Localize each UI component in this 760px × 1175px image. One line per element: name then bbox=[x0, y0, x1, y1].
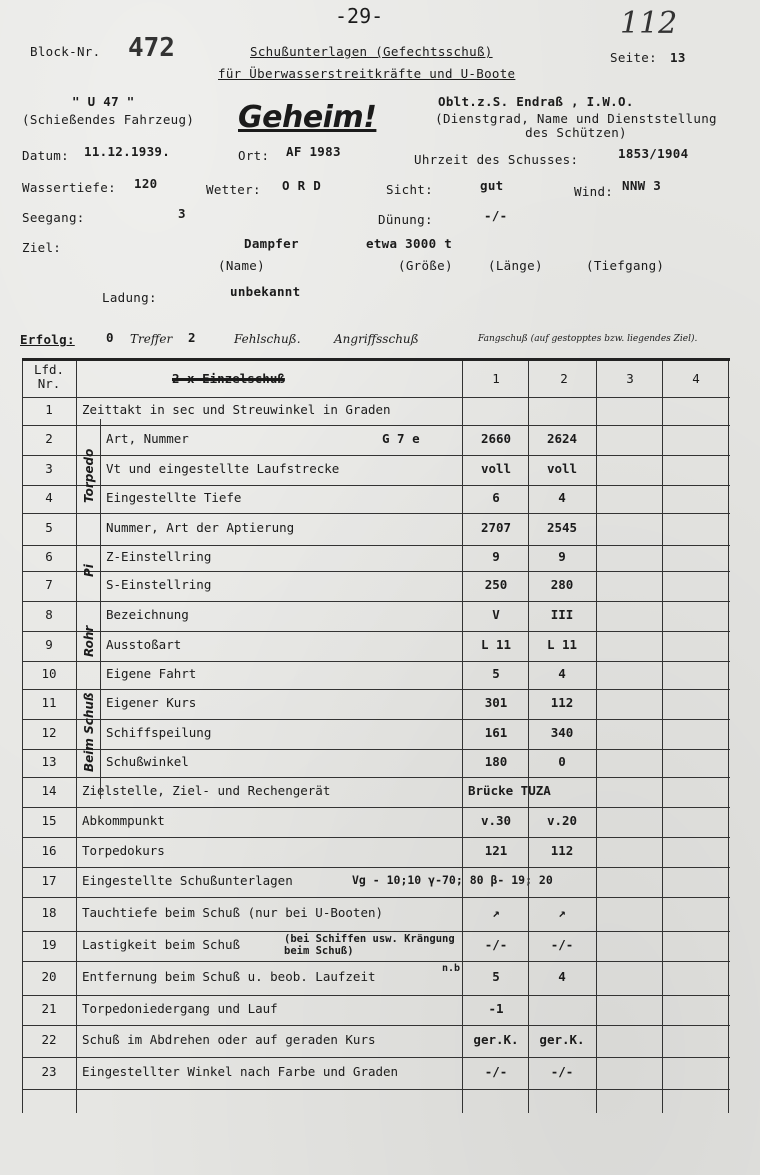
table-row bbox=[22, 995, 730, 1026]
value-col-2: 4 bbox=[558, 969, 566, 984]
table-row bbox=[22, 545, 730, 572]
ziel-laenge-caption: (Länge) bbox=[488, 258, 543, 273]
row-label: Ausstoßart bbox=[106, 637, 182, 652]
value-col-2: voll bbox=[546, 461, 578, 476]
table-row bbox=[22, 571, 730, 602]
ziel-name-caption: (Name) bbox=[218, 258, 265, 273]
uhrzeit-value: 1853/1904 bbox=[618, 146, 689, 161]
row-label: Schußwinkel bbox=[106, 754, 189, 769]
ladung-label: Ladung: bbox=[102, 290, 157, 305]
block-nr-label: Block-Nr. bbox=[30, 44, 101, 59]
value-col-2: 112 bbox=[550, 695, 574, 710]
duenung-label: Dünung: bbox=[378, 212, 433, 227]
row-number: 6 bbox=[45, 549, 53, 564]
row-label: S-Einstellring bbox=[106, 577, 212, 592]
ziel-groesse-value: etwa 3000 t bbox=[366, 236, 453, 251]
angriffsschuss-label: Angriffsschuß bbox=[334, 332, 419, 346]
wassertiefe-label: Wassertiefe: bbox=[22, 180, 116, 195]
form-title: Schußunterlagen (Gefechtsschuß) bbox=[250, 44, 493, 59]
grid-line bbox=[662, 361, 663, 1113]
row-number: 7 bbox=[45, 577, 53, 592]
shot-data-table bbox=[22, 358, 730, 1113]
seite-value: 13 bbox=[670, 50, 686, 65]
value-col-2: ↗ bbox=[558, 905, 566, 920]
table-row bbox=[22, 1057, 730, 1090]
row-number: 3 bbox=[45, 461, 53, 476]
row-label: Art, Nummer bbox=[106, 431, 189, 446]
value-col-2: -/- bbox=[550, 937, 574, 952]
value-col-2: 0 bbox=[558, 754, 566, 769]
ziel-tiefgang-caption: (Tiefgang) bbox=[586, 258, 665, 273]
table-row bbox=[22, 837, 730, 868]
row-number: 14 bbox=[41, 783, 57, 798]
row-label: Schuß im Abdrehen oder auf geraden Kurs bbox=[82, 1032, 376, 1047]
row-label: Nummer, Art der Aptierung bbox=[106, 520, 295, 535]
row-label: Bezeichnung bbox=[106, 607, 189, 622]
table-row bbox=[22, 513, 730, 546]
seegang-label: Seegang: bbox=[22, 210, 85, 225]
datum-value: 11.12.1939. bbox=[84, 144, 171, 159]
table-row bbox=[22, 631, 730, 662]
row-number: 5 bbox=[45, 520, 53, 535]
wind-label: Wind: bbox=[574, 184, 614, 199]
value-col-1: -/- bbox=[484, 937, 508, 952]
grid-line bbox=[462, 361, 463, 1113]
group-label-rohr: Rohr bbox=[82, 625, 96, 657]
value-col-1: v.30 bbox=[480, 813, 512, 828]
value-col-2: L 11 bbox=[546, 637, 578, 652]
row-number: 18 bbox=[41, 905, 57, 920]
row-label: Schiffspeilung bbox=[106, 725, 212, 740]
table-row bbox=[22, 455, 730, 486]
row-label: Z-Einstellring bbox=[106, 549, 212, 564]
row-label: Tauchtiefe beim Schuß (nur bei U-Booten) bbox=[82, 905, 384, 920]
grid-line bbox=[528, 361, 529, 1113]
value-col-2: 4 bbox=[558, 490, 566, 505]
value-col-1: voll bbox=[480, 461, 512, 476]
erfolg-fehl-value: 2 bbox=[188, 330, 196, 345]
value-col-2: ger.K. bbox=[539, 1032, 585, 1047]
row-number: 23 bbox=[41, 1064, 57, 1079]
table-row bbox=[22, 661, 730, 690]
row-label: Lastigkeit beim Schuß bbox=[82, 937, 241, 952]
header-col-4: 4 bbox=[692, 371, 700, 386]
row-number: 13 bbox=[41, 754, 57, 769]
row-number: 16 bbox=[41, 843, 57, 858]
group-label-beim-schuss: Beim Schuß bbox=[82, 692, 96, 772]
sicht-label: Sicht: bbox=[386, 182, 433, 197]
value-col-1: V bbox=[492, 607, 500, 622]
value-col-1: 121 bbox=[484, 843, 508, 858]
duenung-value: -/- bbox=[484, 208, 508, 223]
value-col-2: v.20 bbox=[546, 813, 578, 828]
vessel-value: " U 47 " bbox=[72, 94, 135, 109]
table-row bbox=[22, 961, 730, 996]
value-col-2: 2624 bbox=[546, 431, 578, 446]
erfolg-treffer-label: Treffer bbox=[130, 332, 173, 346]
block-nr-value: 472 bbox=[128, 33, 175, 63]
row-number: 17 bbox=[41, 873, 57, 888]
erfolg-label: Erfolg: bbox=[20, 332, 75, 347]
row-extra: Vg - 10;10 γ-70; 80 β- 19; 20 bbox=[352, 873, 553, 887]
row-label: Entfernung beim Schuß u. beob. Laufzeit bbox=[82, 969, 376, 984]
header-col-2: 2 bbox=[560, 371, 568, 386]
grid-line bbox=[22, 361, 23, 1113]
ort-label: Ort: bbox=[238, 148, 270, 163]
row-number: 8 bbox=[45, 607, 53, 622]
value-col-1: 161 bbox=[484, 725, 508, 740]
table-row bbox=[22, 485, 730, 514]
value-col-1: 2660 bbox=[480, 431, 512, 446]
secret-stamp: Geheim! bbox=[238, 100, 377, 135]
ort-value: AF 1983 bbox=[286, 144, 341, 159]
sicht-value: gut bbox=[480, 178, 504, 193]
form-subtitle: für Überwasserstreitkräfte und U-Boote bbox=[218, 66, 516, 81]
row-number: 11 bbox=[41, 695, 57, 710]
row-label: Zeittakt in sec und Streuwinkel in Graden bbox=[82, 402, 391, 417]
value-col-2: 9 bbox=[558, 549, 566, 564]
value-col-2: 340 bbox=[550, 725, 574, 740]
group-label-torpedo: Torpedo bbox=[82, 448, 96, 504]
grid-line bbox=[728, 361, 729, 1113]
row-extra: (bei Schiffen usw. Krängung beim Schuß) bbox=[284, 933, 455, 957]
row-label: Zielstelle, Ziel- und Rechengerät bbox=[82, 783, 331, 798]
value-col-2: 4 bbox=[558, 666, 566, 681]
officer-caption: (Dienstgrad, Name und Dienststellung des Schützen) bbox=[435, 111, 717, 140]
row-number: 4 bbox=[45, 490, 53, 505]
row-number: 9 bbox=[45, 637, 53, 652]
value-col-1: ↗ bbox=[492, 905, 500, 920]
seegang-value: 3 bbox=[178, 206, 186, 221]
ladung-value: unbekannt bbox=[230, 284, 301, 299]
wetter-label: Wetter: bbox=[206, 182, 261, 197]
value-col-1: ger.K. bbox=[473, 1032, 519, 1047]
wind-value: NNW 3 bbox=[622, 178, 662, 193]
value-col-1: -/- bbox=[484, 1064, 508, 1079]
grid-line bbox=[596, 361, 597, 1113]
wassertiefe-value: 120 bbox=[134, 176, 158, 191]
value-col-1: 250 bbox=[484, 577, 508, 592]
value-col-2: 112 bbox=[550, 843, 574, 858]
table-row bbox=[22, 749, 730, 778]
seite-label: Seite: bbox=[610, 50, 657, 65]
officer-value: Oblt.z.S. Endraß , I.W.O. bbox=[438, 94, 634, 109]
erfolg-treffer-value: 0 bbox=[106, 330, 114, 345]
row-label: Eigener Kurs bbox=[106, 695, 197, 710]
row-label: Eigene Fahrt bbox=[106, 666, 197, 681]
row-extra: G 7 e bbox=[382, 431, 420, 446]
fangschuss-label: Fangschuß (auf gestopptes bzw. liegendes Ziel). bbox=[478, 334, 698, 344]
wetter-value: O R D bbox=[282, 178, 322, 193]
row-label: Eingestellte Schußunterlagen bbox=[82, 873, 293, 888]
value-col-1: 180 bbox=[484, 754, 508, 769]
row-number: 2 bbox=[45, 431, 53, 446]
ziel-label: Ziel: bbox=[22, 240, 62, 255]
table-row bbox=[22, 777, 730, 808]
header-nr: Lfd. Nr. bbox=[33, 362, 65, 391]
table-row bbox=[22, 601, 730, 632]
row-label: Eingestellte Tiefe bbox=[106, 490, 242, 505]
row-number: 10 bbox=[41, 666, 57, 681]
row-number: 20 bbox=[41, 969, 57, 984]
value-col-2: III bbox=[550, 607, 574, 622]
row-label: Torpedokurs bbox=[82, 843, 165, 858]
table-row bbox=[22, 1025, 730, 1058]
header-col-1: 1 bbox=[492, 371, 500, 386]
row-number: 21 bbox=[41, 1001, 57, 1016]
value-col-2: -/- bbox=[550, 1064, 574, 1079]
table-row bbox=[22, 689, 730, 720]
value-col-1: 9 bbox=[492, 549, 500, 564]
table-row bbox=[22, 897, 730, 932]
row-number: 1 bbox=[45, 402, 53, 417]
table-row bbox=[22, 867, 730, 898]
row-label: Abkommpunkt bbox=[82, 813, 165, 828]
vessel-caption: (Schießendes Fahrzeug) bbox=[22, 112, 195, 127]
group-label-pi: Pi bbox=[82, 564, 96, 578]
row-number: 22 bbox=[41, 1032, 57, 1047]
row-extra: n.b bbox=[442, 963, 461, 974]
row-number: 12 bbox=[41, 725, 57, 740]
erfolg-fehl-label: Fehlschuß. bbox=[234, 332, 301, 346]
value-col-2: 2545 bbox=[546, 520, 578, 535]
value-col-1: 301 bbox=[484, 695, 508, 710]
table-row bbox=[22, 931, 730, 962]
row-label: Eingestellter Winkel nach Farbe und Graden bbox=[82, 1064, 399, 1079]
value-col-1: -1 bbox=[488, 1001, 504, 1016]
datum-label: Datum: bbox=[22, 148, 69, 163]
group-divider bbox=[100, 419, 101, 799]
row-extra: Brücke TUZA bbox=[468, 783, 551, 798]
row-number: 15 bbox=[41, 813, 57, 828]
value-col-1: 6 bbox=[492, 490, 500, 505]
row-label: Torpedoniedergang und Lauf bbox=[82, 1001, 278, 1016]
table-row bbox=[22, 425, 730, 456]
value-col-1: 2707 bbox=[480, 520, 512, 535]
table-row bbox=[22, 807, 730, 838]
table-row bbox=[22, 719, 730, 750]
header-col-3: 3 bbox=[626, 371, 634, 386]
value-col-1: 5 bbox=[492, 969, 500, 984]
page-number: -29- bbox=[335, 4, 384, 28]
value-col-2: 280 bbox=[550, 577, 574, 592]
value-col-1: 5 bbox=[492, 666, 500, 681]
grid-line bbox=[76, 361, 77, 1113]
row-number: 19 bbox=[41, 937, 57, 952]
value-col-1: L 11 bbox=[480, 637, 512, 652]
ziel-name-value: Dampfer bbox=[244, 236, 299, 251]
handwritten-number: 112 bbox=[620, 6, 678, 41]
uhrzeit-label: Uhrzeit des Schusses: bbox=[414, 152, 579, 167]
ziel-groesse-caption: (Größe) bbox=[398, 258, 453, 273]
table-row bbox=[22, 397, 730, 426]
header-description: 2 x Einzelschuß bbox=[172, 371, 285, 386]
table-header-row bbox=[22, 361, 730, 398]
row-label: Vt und eingestellte Laufstrecke bbox=[106, 461, 340, 476]
